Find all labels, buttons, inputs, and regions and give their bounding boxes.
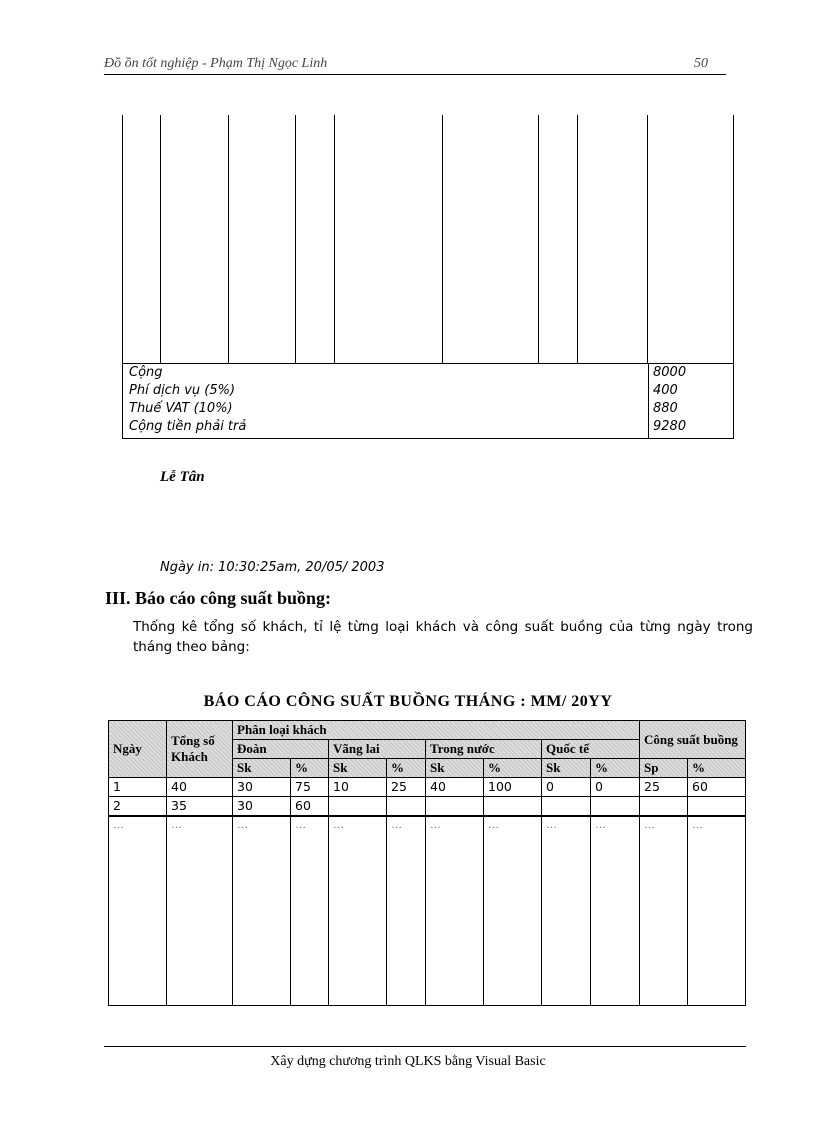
header-day: Ngày <box>109 721 167 778</box>
cell <box>484 797 542 817</box>
totals-separator <box>648 364 649 438</box>
header-classify: Phân loại khách <box>233 721 640 740</box>
cell: 30 <box>233 778 291 797</box>
cell: … <box>640 816 688 1006</box>
cell <box>542 797 591 817</box>
cell: 1 <box>109 778 167 797</box>
invoice-totals <box>122 363 734 439</box>
header-capacity: Công suất buồng <box>640 721 746 759</box>
header-group-quoc-te: Quốc tế <box>542 740 640 759</box>
cell: 10 <box>329 778 387 797</box>
service-fee-label: Phí dịch vụ (5%) <box>129 383 236 398</box>
capacity-report-table <box>108 720 746 1006</box>
header-pct: % <box>291 759 329 778</box>
header-sp: Sp <box>640 759 688 778</box>
column-line <box>228 115 229 363</box>
section-title: III. Báo cáo công suất buồng: <box>105 588 332 608</box>
grand-total-value: 9280 <box>653 419 687 434</box>
header-total-guests: Tổng số Khách <box>167 721 233 778</box>
column-line <box>577 115 578 363</box>
cell: 40 <box>426 778 484 797</box>
column-line <box>295 115 296 363</box>
header-sk: Sk <box>233 759 291 778</box>
cell: … <box>329 816 387 1006</box>
cell <box>387 797 426 817</box>
column-line <box>122 115 123 363</box>
page-header <box>104 56 726 75</box>
table-row <box>109 797 746 817</box>
cell: 2 <box>109 797 167 817</box>
table-row-ellipsis <box>109 816 746 1006</box>
cell <box>640 797 688 817</box>
header-sk: Sk <box>426 759 484 778</box>
print-date: Ngày in: 10:30:25am, 20/05/ 2003 <box>160 560 385 575</box>
signer: Lễ Tân <box>160 469 205 485</box>
footer-text: Xây dựng chương trình QLKS bằng Visual Basic <box>270 1054 546 1069</box>
cell: … <box>167 816 233 1006</box>
cell: 25 <box>387 778 426 797</box>
cell: 35 <box>167 797 233 817</box>
column-line <box>160 115 161 363</box>
header-pct: % <box>591 759 640 778</box>
column-line <box>733 115 734 363</box>
header-pct: % <box>484 759 542 778</box>
cell: … <box>542 816 591 1006</box>
cell <box>426 797 484 817</box>
header-sk: Sk <box>542 759 591 778</box>
cell: 0 <box>591 778 640 797</box>
report-title: BÁO CÁO CÔNG SUẤT BUỒNG THÁNG : MM/ 20YY <box>203 693 613 710</box>
footer-rule <box>104 1046 746 1047</box>
header-pct: % <box>387 759 426 778</box>
header-group-doan: Đoàn <box>233 740 329 759</box>
cell: … <box>233 816 291 1006</box>
total-label: Cộng <box>129 365 163 380</box>
document-title: Đồ ồn tốt nghiệp - Phạm Thị Ngọc Linh <box>104 56 328 71</box>
cell <box>591 797 640 817</box>
page-number: 50 <box>694 56 708 71</box>
column-line <box>538 115 539 363</box>
cell <box>329 797 387 817</box>
header-group-vang-lai: Vãng lai <box>329 740 426 759</box>
cell: 60 <box>688 778 746 797</box>
cell: 0 <box>542 778 591 797</box>
cell: … <box>426 816 484 1006</box>
cell: … <box>109 816 167 1006</box>
cell: 60 <box>291 797 329 817</box>
cell: 25 <box>640 778 688 797</box>
cell: … <box>387 816 426 1006</box>
cell: … <box>688 816 746 1006</box>
service-fee-value: 400 <box>653 383 678 398</box>
header-sk: Sk <box>329 759 387 778</box>
vat-value: 880 <box>653 401 678 416</box>
total-value: 8000 <box>653 365 687 380</box>
column-line <box>442 115 443 363</box>
cell <box>688 797 746 817</box>
cell: … <box>291 816 329 1006</box>
cell: 100 <box>484 778 542 797</box>
cell: 75 <box>291 778 329 797</box>
cell: … <box>591 816 640 1006</box>
table-row <box>109 778 746 797</box>
column-line <box>647 115 648 363</box>
section-text: Thống kê tổng số khách, tỉ lệ từng loại khách và công suất buồng của từng ngày trong tháng theo bảng: <box>133 619 753 655</box>
cell: 30 <box>233 797 291 817</box>
header-group-trong-nuoc: Trong nước <box>426 740 542 759</box>
header-pct: % <box>688 759 746 778</box>
grand-total-label: Cộng tiền phải trả <box>129 419 247 434</box>
cell: 40 <box>167 778 233 797</box>
column-line <box>334 115 335 363</box>
cell: … <box>484 816 542 1006</box>
invoice-table <box>122 115 734 439</box>
vat-label: Thuế VAT (10%) <box>129 401 233 416</box>
